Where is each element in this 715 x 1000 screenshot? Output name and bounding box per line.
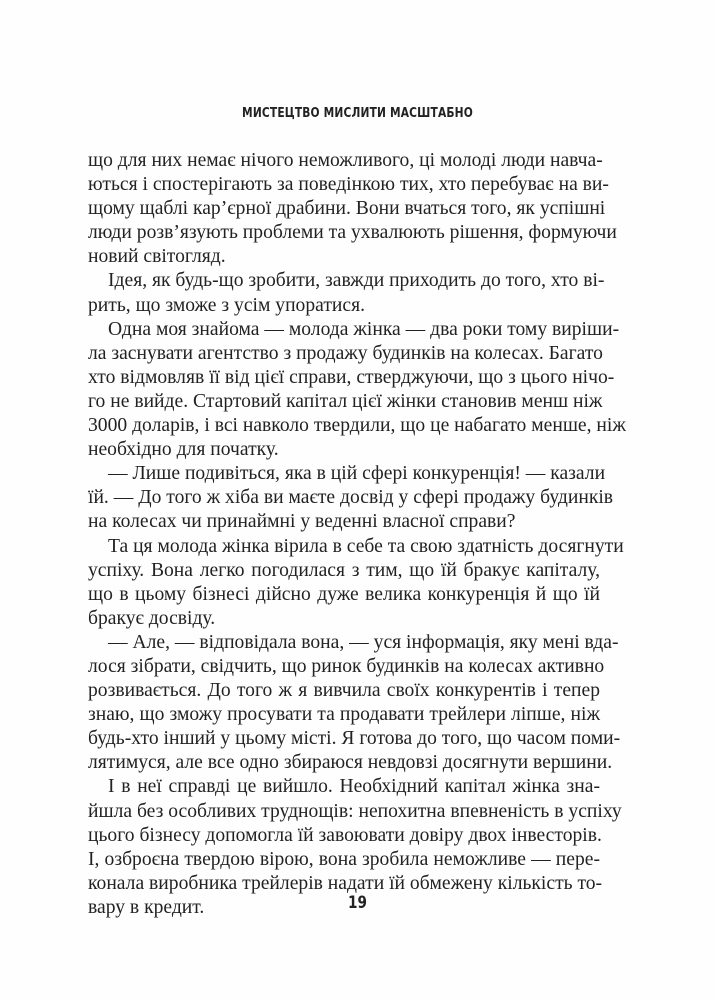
text-line: лятимуся, але все одно збираюся невдовзі досягнути вершини. <box>88 752 613 774</box>
text-line: 3000 доларів, і всі навколо твердили, що це набагато менше, ніж <box>88 415 626 437</box>
text-line: рить, що зможе з усім упоратися. <box>88 294 366 316</box>
text-line: розвивається. До того ж я вивчила своїх конкурентів і тепер <box>88 680 600 702</box>
text-line: І, озброєна твердою вірою, вона зробила неможливе — пере- <box>88 848 600 870</box>
text-line: йшла без особливих труднощів: непохитна впевненість в успіху <box>88 800 622 822</box>
text-line: що для них немає нічого неможливого, ці молоді люди навча- <box>88 150 603 171</box>
text-line: го не вийде. Стартовий капітал цієї жінки становив менш ніж <box>88 390 603 412</box>
text-line: конала виробника трейлерів надати їй обмежену кількість то- <box>88 872 603 894</box>
text-line: цього бізнесу допомогла їй завоювати довіру двох інвесторів. <box>88 824 602 846</box>
text-line: необхідно для початку. <box>88 439 279 461</box>
text-line: люди розв’язують проблеми та ухвалюють рішення, формуючи <box>88 222 617 244</box>
text-line: Та ця молода жінка вірила в себе та свою здатність досягнути <box>108 535 624 557</box>
text-line: знаю, що зможу просувати та продавати трейлери ліпше, ніж <box>88 704 600 726</box>
text-line: І в неї справді це вийшло. Необхідний капітал жінка зна- <box>108 776 600 798</box>
text-line: успіху. Вона легко погодилася з тим, що їй бракує капіталу, <box>88 559 600 581</box>
page-number: 19 <box>348 893 367 913</box>
running-head: МИСТЕЦТВО МИСЛИТИ МАСШТАБНО <box>242 106 473 121</box>
text-line: хто відмовляв її від цієї справи, стверджуючи, що з цього нічо- <box>88 366 615 388</box>
text-line: — Але, — відповідала вона, — уся інформація, яку мені вда- <box>108 631 619 653</box>
text-line: Одна моя знайома — молода жінка — два роки тому виріши- <box>108 318 620 340</box>
text-line: лося зібрати, свідчить, що ринок будинків на колесах активно <box>88 655 605 677</box>
text-line: Ідея, як будь-що зробити, завжди приходить до того, хто ві- <box>108 270 605 292</box>
text-line: новий світогляд. <box>88 246 226 268</box>
text-line: вару в кредит. <box>88 896 205 918</box>
text-line: ються і спостерігають за поведінкою тих, хто перебуває на ви- <box>88 174 609 196</box>
text-line: бракує досвіду. <box>88 607 216 629</box>
text-line: щому щаблі кар’єрної драбини. Вони вчаться того, як успішні <box>88 198 606 220</box>
text-line: що в цьому бізнесі дійсно дуже велика конкуренція й що їй <box>88 583 600 605</box>
text-line: на колесах чи принаймні у веденні власної справи? <box>88 511 516 533</box>
text-line: ла заснувати агентство з продажу будинків на колесах. Багато <box>88 342 603 364</box>
text-line: будь-хто інший у цьому місті. Я готова до того, що часом поми- <box>88 728 621 750</box>
body-text <box>88 149 626 920</box>
text-line: — Лише подивіться, яка в цій сфері конкуренція! — казали <box>108 463 606 485</box>
text-line: їй. — До того ж хіба ви маєте досвід у сфері продажу будинків <box>88 487 614 509</box>
